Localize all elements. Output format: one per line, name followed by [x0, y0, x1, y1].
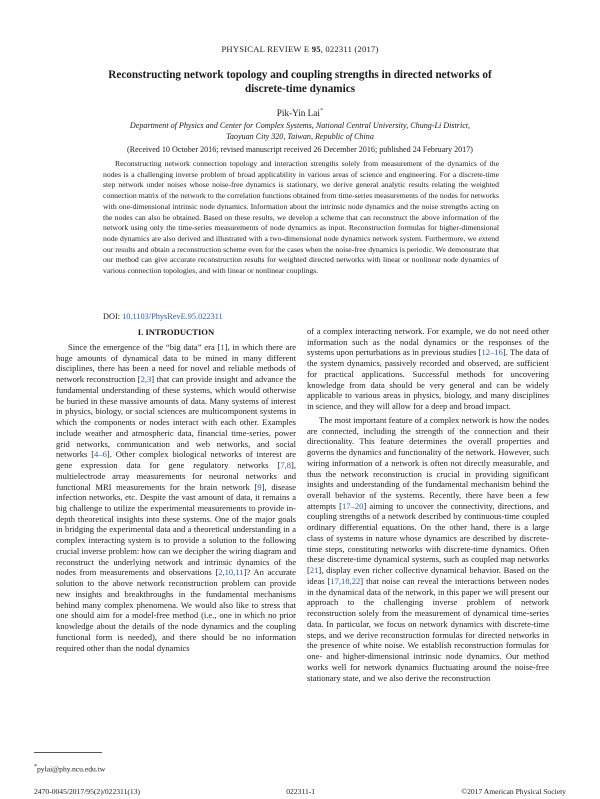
affiliation [110, 121, 490, 143]
citation-link[interactable]: 21 [309, 565, 319, 576]
paragraph: The most important feature of a complex network is how the nodes are connected, including the strength of the connection and their directionality. This feature determines the overall properties and governs the dynamics and functionality of the network. However, such wiring information of a network is often not directly measurable, and thus the network reconstruction is crucial in providing significant insights and understanding of the fundamental mechanism behind the overall behavior of the systems. Recently, there have been a few attempts [17–20] aiming to uncover the connectivity, directions, and coupling strengths of a network described by continuous-time coupled ordinary differential equations. On the other hand, there is a large class of systems in nature whose dynamics are described by discrete-time steps, constituting networks with discrete-time dynamics. Often these discrete-time dynamical systems, such as coupled map networks [21], display even richer collective dynamical behavior. Based on the ideas [17,18,22] that noise can reveal the interactions between nodes in the dynamical data of the network, in this paper we will present our approach to the challenging inverse problem of network reconstruction solely from the measurement of dynamical time-series data. In particular, we focus on network dynamics with discrete-time steps, and we derive reconstruction formulas for directed networks in the presence of white noise. We establish reconstruction formulas for one- and higher-dimensional intrinsic node dynamics. Our method works well for network dynamics fluctuating around the noise-free stationary state, and we also derive the reconstruction [307, 414, 549, 683]
citation-link[interactable]: 12–16 [481, 347, 503, 358]
doi-line [103, 312, 223, 321]
abstract: Reconstructing network connection topology and interaction strengths solely from measurement of the dynamics of the nodes is a challenging inverse problem of broad applicability in various areas of science and engineering. For a discrete-time step network under noises whose noise-free dynamics is stationary, we derive general analytic results relating the weighted connection matrix of the network to the correlation functions obtained from time-series measurements of the nodes for networks with one-dimensional intrinsic node dynamics. Information about the intrinsic node dynamics and the noise strengths acting on the nodes can also be obtained. Based on these results, we develop a scheme that can reconstruct the above information of the network using only the time-series measurements of node dynamics as input. Reconstruction formulas for higher-dimensional node dynamics are also derived and illustrated with a two-dimensional node dynamics network system. Furthermore, we extend our results and obtain a reconstruction scheme even for the cases when the noise-free dynamics is periodic. We demonstrate that our method can give accurate reconstruction results for weighted directed networks with linear or nonlinear node dynamics of various connection topologies, and with linear or nonlinear couplings. [103, 159, 499, 276]
citation-link[interactable]: 1 [220, 342, 225, 352]
footnote-divider [34, 752, 102, 753]
affiliation-line: Department of Physics and Center for Complex Systems, National Central University, Chung-Li District, [129, 121, 471, 130]
citation-link[interactable]: 2,3 [140, 374, 152, 385]
citation-link[interactable]: 4–6 [94, 449, 107, 460]
journal-name: PHYSICAL REVIEW E [221, 44, 310, 54]
author-email[interactable]: pylai@phy.ncu.edu.tw [37, 764, 106, 774]
citation-link[interactable]: 9 [257, 481, 262, 492]
footer-page-number: 022311-1 [286, 787, 316, 796]
received-dates: (Received 10 October 2016; revised manuscript received 26 December 2016; published 24 February 2017) [127, 145, 473, 154]
left-column [56, 326, 296, 653]
page-footer [34, 787, 566, 796]
paper-title: Reconstructing network topology and coupling strengths in directed networks of discrete-time dynamics [108, 69, 492, 95]
citation-link[interactable]: 7,8 [280, 460, 292, 471]
citation-link[interactable]: 17–20 [342, 500, 364, 511]
author-name[interactable]: Pik-Yin Lai [276, 108, 320, 119]
footnote [34, 764, 105, 774]
citation-link[interactable]: 2,10,11 [218, 567, 244, 578]
footer-copyright: ©2017 American Physical Society [461, 787, 566, 796]
affiliation-line: Taoyuan City 320, Taiwan, Republic of China [226, 131, 374, 141]
paragraph: of a complex interacting network. For example, we do not need other information such as the nodal dynamics or the responses of the systems upon perturbations as in previous studies [12–16]. The data of the system dynamics, passively recorded and observed, are sufficient for practical applications. Successful methods for uncovering knowledge from data should be very general and can be widely applicable to various areas in physics, biology, and many disciplines in science, and they will allow for a deep and broad impact. [307, 326, 549, 412]
footer-issn: 2470-0045/2017/95(2)/022311(13) [34, 787, 141, 796]
footnote-mark: * [34, 764, 37, 770]
citation-link[interactable]: 17,18,22 [330, 575, 361, 586]
journal-volume: 95 [311, 44, 321, 54]
doi-label: DOI: [103, 312, 121, 321]
section-heading: I. INTRODUCTION [137, 327, 215, 337]
author-line [0, 107, 600, 118]
author-footnote-mark[interactable]: * [319, 107, 324, 114]
article-number-year: , 022311 (2017) [320, 44, 379, 54]
paragraph: Since the emergence of the “big data” era [1], in which there are huge amounts of dynamical data to be mined in many different disciplines, there has been a need for novel and reliable methods of network reconstruction [2,3] that can provide insight and advance the fundamental understanding of these systems, which would otherwise be buried in these massive amounts of data. Many systems of interest in physics, biology, or social sciences are multicomponent systems in which the components or nodes interact with each other. Examples include weather and atmospheric data, financial time-series, power grid networks, communication and web networks, and social networks [4–6]. Other complex biological networks of interest are gene expression data for gene regulatory networks [7,8], multielectrode array measurements for neuronal networks and functional MRI measurements for the brain network [9], disease infection networks, etc. Despite the vast amount of data, it remains a big challenge to utilize the experimental measurements to provide in-depth theoretical insights into these systems. One of the major goals in bridging the experimental data and a theoretical understanding in a complex interacting system is to provide a solution to the following crucial inverse problem: how can we decipher the wiring diagram and reconstruct the underlying network and intrinsic dynamics of the nodes from measurements and observations [2,10,11]? An accurate solution to the above network reconstruction problem can provide new insights and breakthroughs in the fundamental mechanisms behind many complex phenomena. We would also like to stress that one should aim for a model-free method (i.e., one in which no prior knowledge about the details of the node dynamics and the coupling functional form is needed), and there should be no information required other than the nodal dynamics [56, 342, 296, 653]
doi-link[interactable]: 10.1103/PhysRevE.95.022311 [122, 312, 223, 321]
right-column [307, 326, 549, 683]
journal-header [0, 44, 600, 54]
